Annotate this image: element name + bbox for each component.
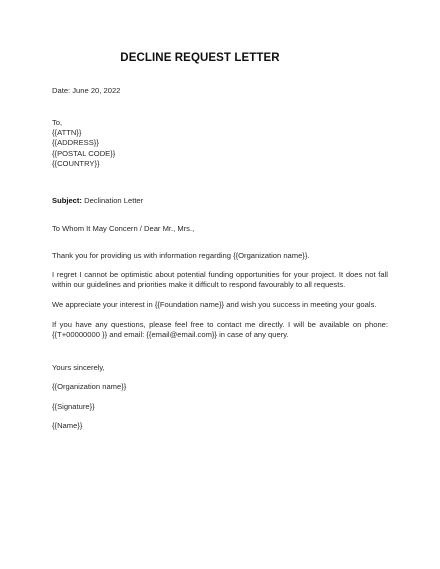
body-paragraph: If you have any questions, please feel free to contact me directly. I will be available on phone: {{T+00000000 }} and email: {{email@email.com}} in case of any query.: [52, 320, 388, 340]
recipient-address: [52, 118, 115, 169]
address-line: {{ATTN}}: [52, 128, 82, 138]
subject-value: Declination Letter: [81, 196, 144, 205]
letter-date: Date: June 20, 2022: [52, 86, 121, 95]
address-line: {{POSTAL CODE}}: [52, 148, 116, 158]
salutation: To Whom It May Concern / Dear Mr., Mrs.,: [52, 224, 195, 233]
subject-label: Subject:: [52, 196, 82, 205]
body-paragraph: I regret I cannot be optimistic about potential funding opportunities for your project. It does not fall within our guidelines and priorities make it difficult to respond favourably to all requests.: [52, 270, 388, 290]
body-paragraph: Thank you for providing us with information regarding {{Organization name}}.: [52, 251, 310, 260]
letter-title: DECLINE REQUEST LETTER: [120, 52, 280, 64]
signature-placeholder: {{Signature}}: [52, 402, 95, 411]
body-paragraph: We appreciate your interest in {{Foundation name}} and wish you success in meeting your goals.: [52, 300, 377, 309]
organization-placeholder: {{Organization name}}: [52, 382, 127, 391]
name-placeholder: {{Name}}: [52, 421, 83, 430]
address-line: {{ADDRESS}}: [52, 138, 99, 148]
address-line: {{COUNTRY}}: [52, 158, 100, 168]
address-line: To,: [52, 118, 63, 127]
closing: Yours sincerely,: [52, 363, 105, 372]
subject-line: [52, 196, 143, 206]
